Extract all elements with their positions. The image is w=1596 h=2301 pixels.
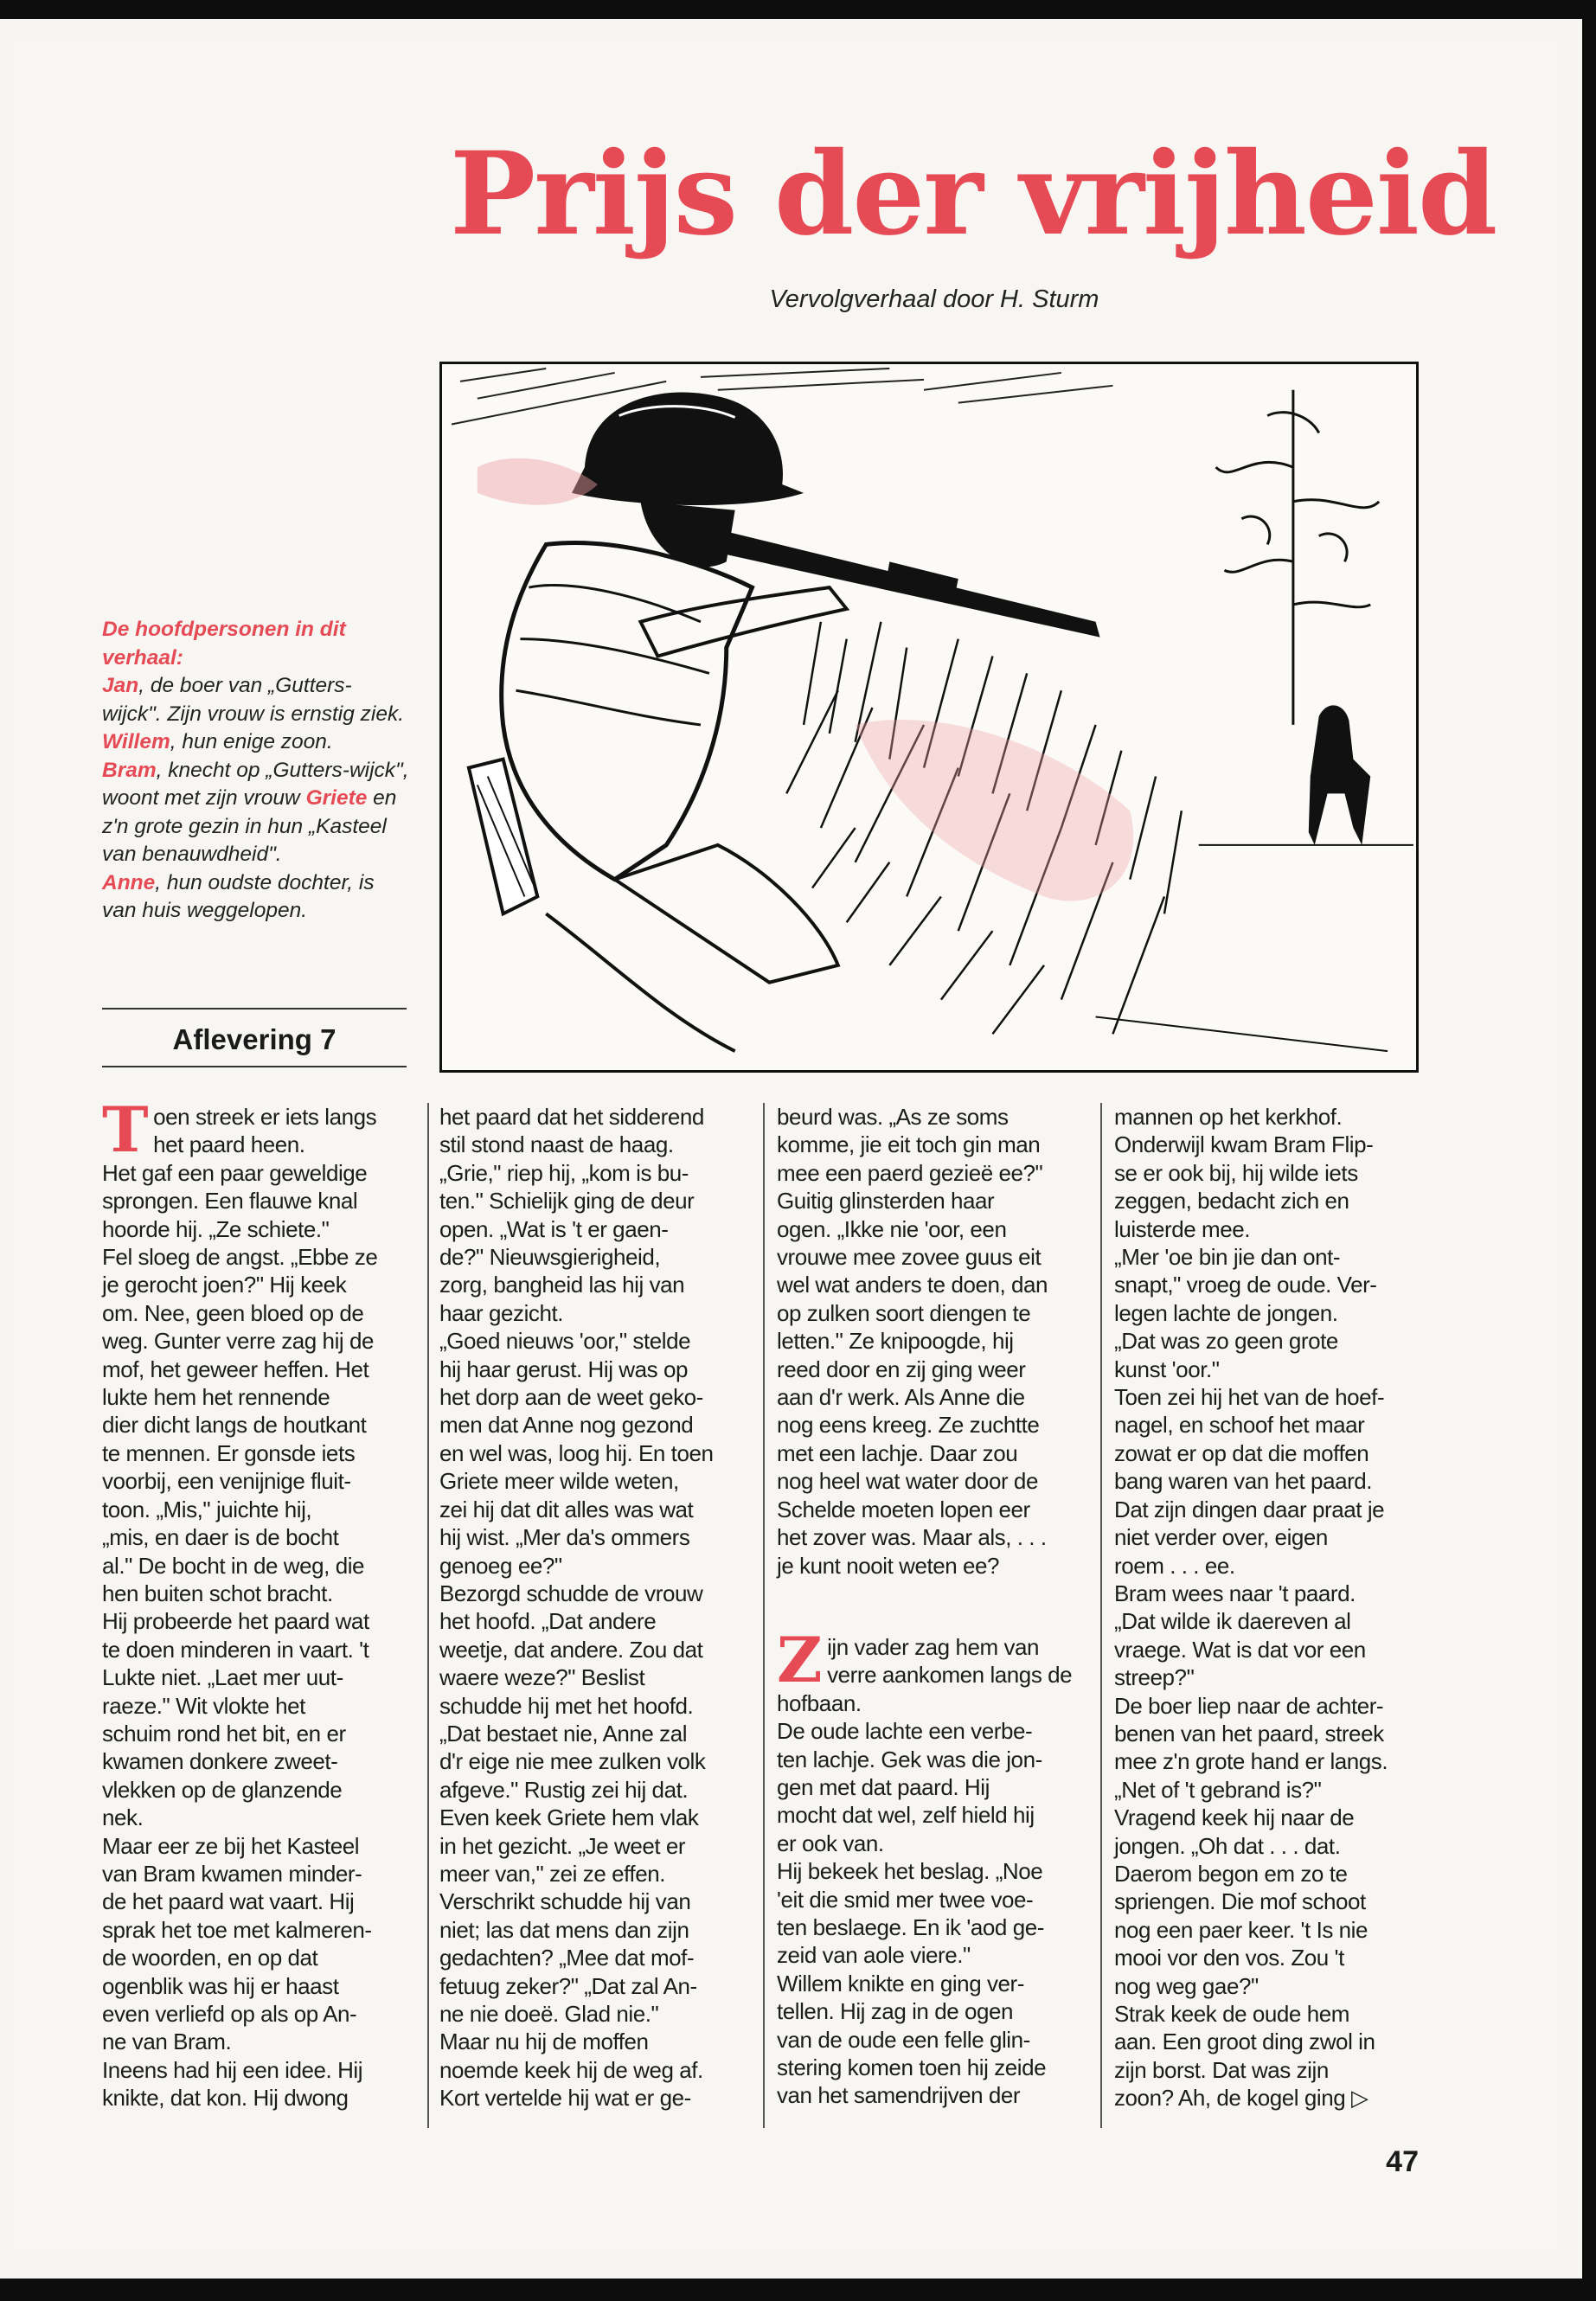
- cast-name: Anne: [102, 870, 156, 894]
- cast-description: en z'n grote gezin in hun „Kasteel van benauwdheid".: [102, 786, 397, 866]
- cast-name: Bram: [102, 758, 157, 782]
- divider: [102, 1066, 407, 1067]
- soldier-with-rifle-drawing: [442, 364, 1416, 1070]
- column-divider: [1100, 1103, 1102, 2128]
- cast-name: Griete: [305, 786, 368, 810]
- cast-heading: De hoofdpersonen in dit verhaal:: [102, 618, 346, 670]
- column-text: beurd was. „As ze soms komme, jie eit toch gin man mee een paerd gezieë ee?" Guitig glinsterden haar ogen. „Ikke nie 'oor, een vrouwe mee zovee guus eit wel wat anders te doen, dan op zulken soort diengen te letten." Ze knipoogde, hij reed door en zij ging weer aan d'r werk. Als Anne die nog eens kreeg. Ze zuchtte met een lachje. Daar zou nog heel wat water door de Schelde moeten lopen eer het zover was. Maar als, . . . je kunt nooit weten ee?: [777, 1104, 1048, 1579]
- divider: [102, 1008, 407, 1009]
- episode-label: Aflevering 7: [172, 1023, 337, 1055]
- cast-description: , knecht op „Gutters-wijck", woont met zijn vrouw: [102, 758, 409, 810]
- column-text: oen streek er iets langs het paard heen. Het gaf een paar geweldige sprongen. Een flauwe knal hoorde hij. „Ze schiete." Fel sloeg de angst. „Ebbe ze je gerocht joen?" Hij keek om. Nee, geen bloed op de weg. Gunter verre zag hij de mof, het geweer heffen. Het lukte hem het rennende dier dicht langs de houtkant te mennen. Er gonsde iets voorbij, een venijnige fluit- toon. „Mis," juichte hij, „mis, en daer is de bocht al." De bocht in de weg, die hen buiten schot bracht. Hij probeerde het paard wat te doen minderen in vaart. 't Lukte niet. „Laet mer uut- raeze." Wit vlokte het schuim rond het bit, en er kwamen donkere zweet- vlekken op de glanzende nek. Maar eer ze bij het Kasteel van Bram kwamen minder- de het paard wat vaart. Hij sprak het toe met kalmeren- de woorden, en op dat ogenblik was hij er haast even verliefd op als op An- ne van Bram. Ineens had hij een idee. Hij knikte, dat kon. Hij dwong: [102, 1104, 378, 2112]
- story-title: Prijs der vrijheid: [450, 127, 1497, 261]
- cast-name: Willem: [102, 730, 170, 753]
- column-text: mannen op het kerkhof. Onderwijl kwam Bram Flip- se er ook bij, hij wilde iets zeggen, bedacht zich en luisterde mee. „Mer 'oe bin jie dan ont- snapt," vroeg de oude. Ver- legen lachte de jongen. „Dat was zo geen grote kunst 'oor." Toen zei hij het van de hoef- nagel, en schoof het maar zowat er op dat die moffen bang waren van het paard. Dat zijn dingen daar praat je niet verder over, eigen roem . . . ee. Bram wees naar 't paard. „Dat wilde ik daereven al vraege. Wat is dat vor een streep?" De boer liep naar de achter- benen van het paard, streek mee z'n grote hand er langs. „Net of 't gebrand is?" Vragend keek hij naar de jongen. „Oh dat . . . dat. Daerom begon em zo te spriengen. Die mof schoot nog een paer keer. 't Is nie mooi vor den vos. Zou 't nog weg gae?" Strak keek de oude hem aan. Een groot ding zwol in zijn borst. Dat was zijn zoon? Ah, de kogel ging: [1114, 1104, 1388, 2112]
- column-divider: [763, 1103, 765, 2128]
- column-text: [1114, 1103, 1419, 2112]
- drop-cap: Z: [777, 1622, 823, 1696]
- main-characters-box: [102, 616, 409, 926]
- cast-description: , hun oudste dochter, is van huis weggelopen.: [102, 870, 375, 922]
- soldier-illustration: [439, 362, 1419, 1073]
- column-text: het paard dat het sidderend stil stond naast de haag. „Grie," riep hij, „kom is bu- ten." Schielijk ging de deur open. „Wat is 't er gaen- de?" Nieuwsgierigheid, zorg, bangheid las hij van haar gezicht. „Goed nieuws 'oor," stelde hij haar gerust. Hij was op het dorp aan de weet geko- men dat Anne nog gezond en wel was, loog hij. En toen Griete meer wilde weten, zei hij dat dit alles was wat hij wist. „Mer da's ommers genoeg ee?" Bezorgd schudde de vrouw het hoofd. „Dat andere weetje, dat andere. Zou dat waere weze?" Beslist schudde hij met het hoofd. „Dat bestaet nie, Anne zal d'r eige nie mee zulken volk afgeve." Rustig zei hij dat. Even keek Griete hem vlak in het gezicht. „Je weet er meer van," zei ze effen. Verschrikt schudde hij van niet; las dat mens dan zijn gedachten? „Mee dat mof- fetuug zeker?" „Dat zal An- ne nie doeë. Glad nie." Maar nu hij de moffen noemde keek hij de weg af. Kort vertelde hij wat er ge-: [439, 1104, 714, 2112]
- column-text: ijn vader zag hem van verre aankomen langs de hofbaan. De oude lachte een verbe- ten lachje. Gek was die jon- gen met dat paard. Hij mocht dat wel, zelf hield hij er ook van. Hij bekeek het beslag. „Noe 'eit die smid mer twee voe- ten beslaege. En ik 'aod ge- zeid van aole viere." Willem knikte en ging ver- tellen. Hij zag in de ogen van de oude een felle glin- stering komen toen hij zeide van het samendrijven der: [777, 1633, 1073, 2109]
- text-column-4: [1114, 1103, 1419, 2112]
- drop-cap: T: [102, 1093, 149, 1166]
- text-column-2: [439, 1103, 744, 2112]
- cast-description: , hun enige zoon.: [170, 730, 333, 753]
- column-divider: [427, 1103, 429, 2128]
- cast-description: , de boer van „Gutters-wijck". Zijn vrouw is ernstig ziek.: [102, 674, 405, 726]
- continue-arrow-icon: ▷: [1351, 2085, 1368, 2112]
- page-number: 47: [1386, 2145, 1419, 2178]
- text-column-3: [777, 1103, 1084, 2110]
- story-byline: Vervolgverhaal door H. Sturm: [769, 285, 1099, 313]
- text-column-1: [102, 1093, 407, 2112]
- cast-name: Jan: [102, 674, 139, 697]
